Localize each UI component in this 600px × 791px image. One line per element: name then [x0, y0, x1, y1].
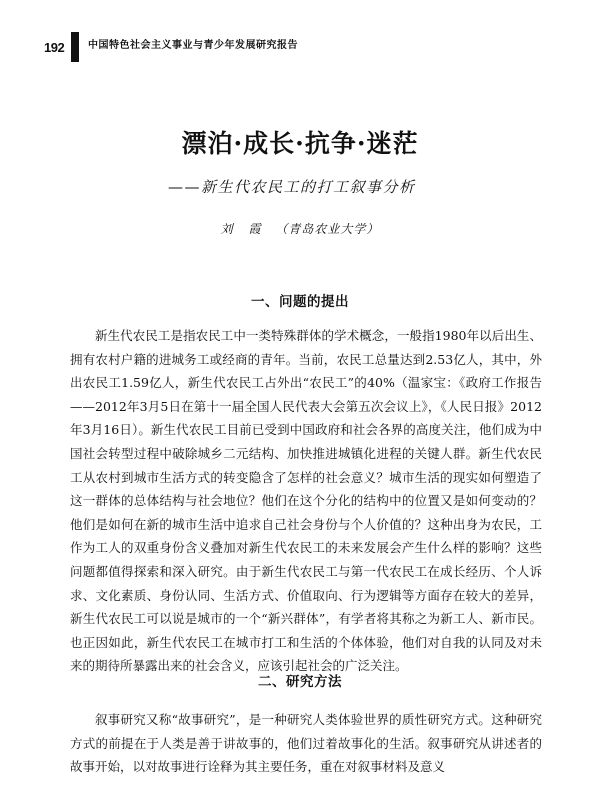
- section-heading: 一、问题的提出: [251, 294, 349, 310]
- author-line: [0, 220, 600, 237]
- header-bar: [71, 32, 79, 62]
- running-head: 中国特色社会主义事业与青少年发展研究报告: [88, 40, 298, 51]
- author-affiliation: （青岛农业大学）: [275, 222, 380, 236]
- author-name: 刘 霞: [220, 222, 267, 236]
- body-paragraph: 叙事研究又称“故事研究”，是一种研究人类体验世界的质性研究方式。这种研究方式的前提在于人类是善于讲故事的，他们过着故事化的生活。叙事研究从讲述者的故事开始，以对故事进行诠释为其主要任务，重在对叙事材料及意义: [70, 712, 542, 775]
- article-subtitle: ——新生代农民工的打工叙事分析: [168, 178, 416, 196]
- article-title: 漂泊·成长·抗争·迷茫: [181, 129, 419, 158]
- page-number: 192: [44, 40, 65, 55]
- page-header: [0, 30, 600, 64]
- body-paragraph: 新生代农民工是指农民工中一类特殊群体的学术概念，一般指1980年以后出生、拥有农村户籍的进城务工或经商的青年。当前，农民工总量达到2.53亿人，其中，外出农民工1.59亿人，新生代农民工占外出“农民工”的40%（温家宝：《政府工作报告——2012年3月5日在第十一届全国人民代表大会第五次会议上》，《人民日报》2012年3月16日）。新生代农民工目前已受到中国政府和社会各界的高度关注，他们成为中国社会转型过程中破除城乡二元结构、加快推进城镇化进程的关键人群。新生代农民工从农村到城市生活方式的转变隐含了怎样的社会意义？城市生活的现实如何塑造了这一群体的总体结构与社会地位？他们在这个分化的结构中的位置又是如何变动的？他们是如何在新的城市生活中追求自己社会身份与个人价值的？这种出身为农民，工作为工人的双重身份含义叠加对新生代农民工的未来发展会产生什么样的影响？这些问题都值得探索和深入研究。由于新生代农民工与第一代农民工在成长经历、个人诉求、文化素质、身份认同、生活方式、价值取向、行为逻辑等方面存在较大的差异，新生代农民工可以说是城市的一个“新兴群体”，有学者将其称之为新工人、新市民。也正因如此，新生代农民工在城市打工和生活的个体体验，他们对自我的认同及对未来的期待所暴露出来的社会含义，应该引起社会的广泛关注。: [70, 328, 542, 674]
- section-heading: 二、研究方法: [258, 674, 342, 690]
